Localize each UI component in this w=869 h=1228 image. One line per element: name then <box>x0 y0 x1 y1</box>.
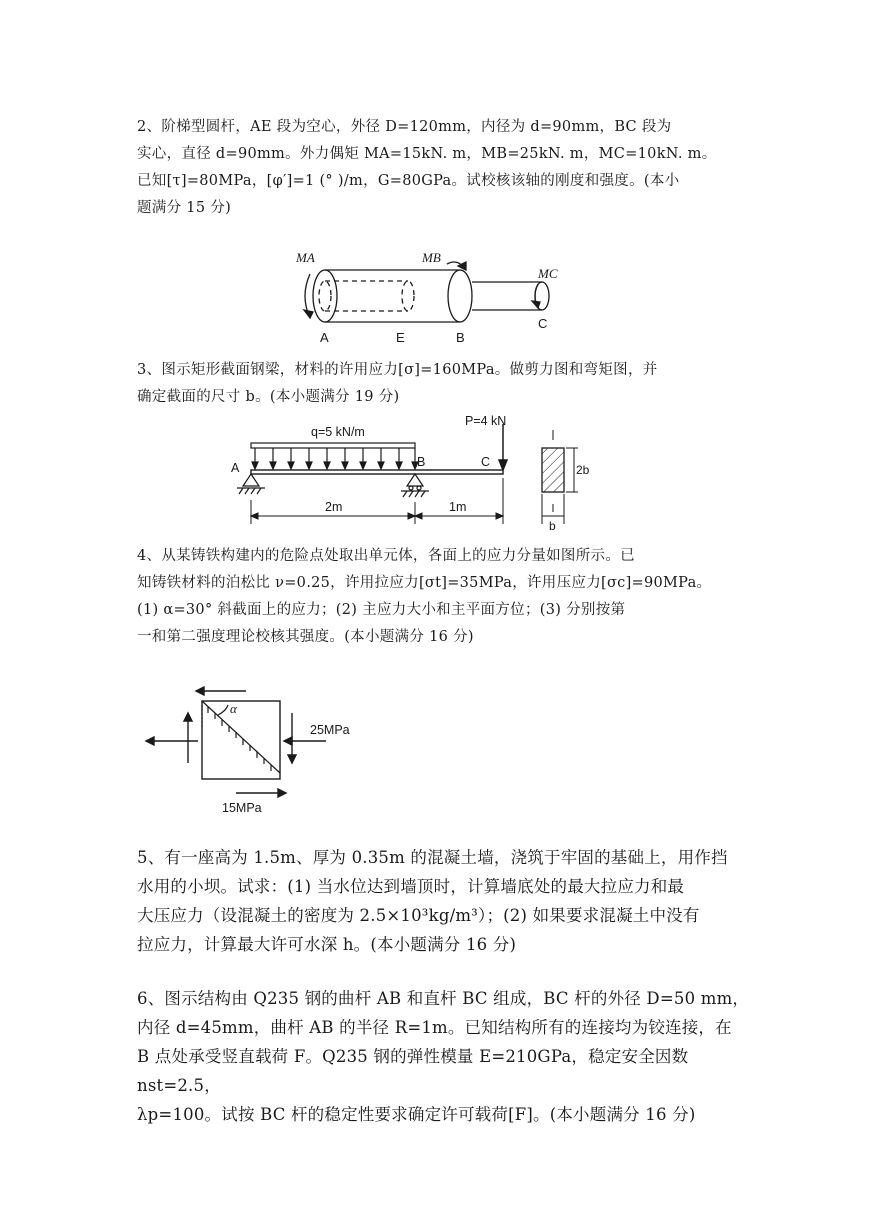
stepped-shaft-figure <box>280 240 580 350</box>
dimension-ab-label: 2m <box>325 500 343 514</box>
point-a-label: A <box>231 461 240 475</box>
distributed-load-q <box>251 443 418 469</box>
stress-element-figure <box>142 683 372 818</box>
torque-arrow-mc <box>532 284 540 308</box>
label-ma: MA <box>296 250 315 265</box>
question-2-text: 2、阶梯型圆杆，AE 段为空心，外径 D=120mm，内径为 d=90mm，BC 段为 实心，直径 d=90mm。外力偶矩 MA=15kN. m，MB=25kN. m，MC=10kN. m。 已知[τ]=80MPa，[φ′]=1 (° )/m，G=80GPa。试校核该轴的刚度和强度。(本小 题满分 15 分) <box>137 119 717 216</box>
load-p-label: P=4 kN <box>465 414 507 428</box>
section-height-label: 2b <box>576 463 590 477</box>
cross-section-figure <box>528 428 598 533</box>
section-rectangle <box>542 448 564 492</box>
torque-arrow-mb <box>447 262 466 270</box>
alpha-label: α <box>230 701 237 716</box>
label-mb: MB <box>422 250 441 265</box>
normal-stress-arrows <box>146 737 326 745</box>
point-e-label: E <box>396 330 405 345</box>
element-square <box>202 701 280 779</box>
dimension-bc-label: 1m <box>449 500 467 514</box>
load-q-label: q=5 kN/m <box>311 425 365 439</box>
section-width-label: b <box>549 519 556 533</box>
point-load-p <box>499 424 507 470</box>
question-4-text: 4、从某铸铁构建内的危险点处取出单元体，各面上的应力分量如图所示。已 知铸铁材料的泊松比 ν=0.25，许用拉应力[σt]=35MPa，许用压应力[σc]=90MPa。 (1) α=30° 斜截面上的应力；(2) 主应力大小和主平面方位；(3) 分别按第 一和第二强度理论校核其强度。(本小题满分 16 分) <box>137 548 712 645</box>
point-b-label: B <box>456 330 465 345</box>
question-5-text: 5、有一座高为 1.5m、厚为 0.35m 的混凝土墙，浇筑于牢固的基础上，用作挡 水用的小坝。试求：(1) 当水位达到墙顶时，计算墙底处的最大拉应力和最 大压应力（设混凝土的密度为 2.5×10³kg/m³）；(2) 如果要求混凝土中没有 拉应力，计算最大许可水深 h。(本小题满分 16 分) <box>137 848 728 954</box>
shear-arrows <box>184 687 296 797</box>
stress-tau-label: 15MPa <box>222 801 262 815</box>
point-a-label: A <box>320 330 329 345</box>
beam-body <box>251 470 503 474</box>
beam-figure <box>225 414 515 526</box>
inclined-section <box>202 701 280 773</box>
question-6-text: 6、图示结构由 Q235 钢的曲杆 AB 和直杆 BC 组成，BC 杆的外径 D=50 mm， 内径 d=45mm，曲杆 AB 的半径 R=1m。已知结构所有的连接均为铰连接，在 B 点处承受竖直载荷 F。Q235 钢的弹性模量 E=210GPa，稳定安全因数 nst=2.5， λp=100。试按 BC 杆的稳定性要求确定许可载荷[F]。(本小题满分 16 分) <box>137 989 750 1124</box>
point-b-label: B <box>417 455 426 469</box>
hollow-shaft-segment <box>313 270 472 322</box>
point-c-label: C <box>481 455 491 469</box>
question-3-text: 3、图示矩形截面钢梁，材料的许用应力[σ]=160MPa。做剪力图和弯矩图，并 确定截面的尺寸 b。(本小题满分 19 分) <box>137 362 658 405</box>
support-b <box>401 474 429 497</box>
stress-x-label: 25MPa <box>310 723 350 737</box>
point-c-label: C <box>538 316 548 331</box>
label-mc: MC <box>538 266 558 281</box>
torque-arrow-ma <box>304 274 313 318</box>
support-a <box>237 474 265 494</box>
